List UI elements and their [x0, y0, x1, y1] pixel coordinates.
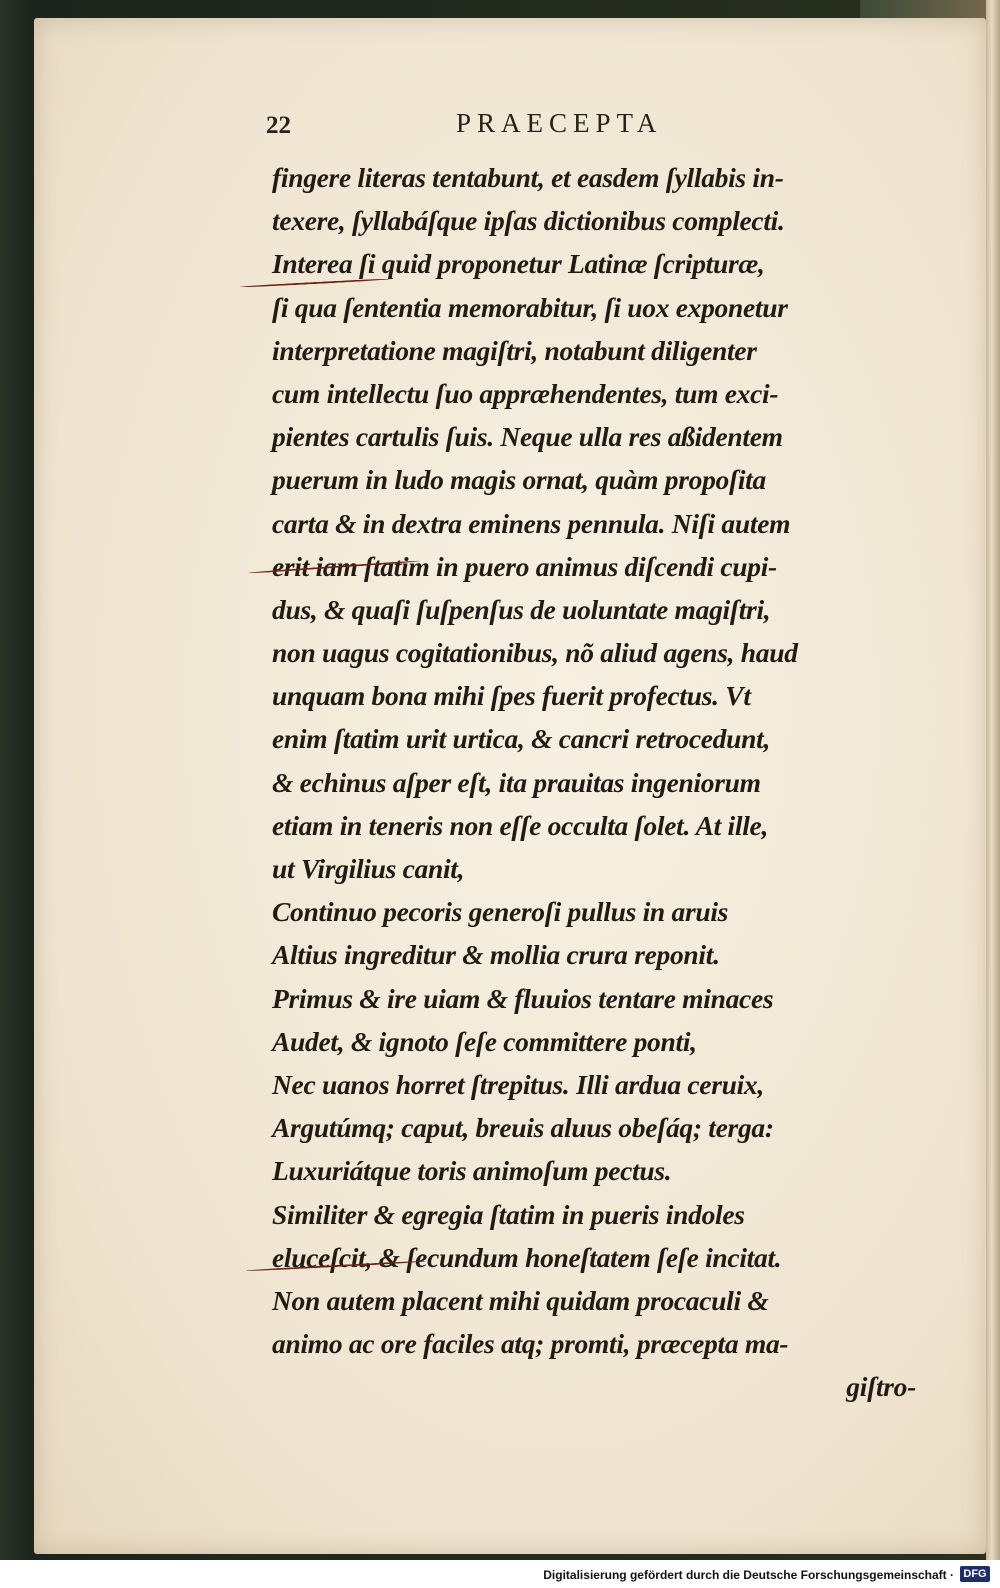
dfg-logo: DFG [960, 1566, 990, 1582]
text-line: puerum in ludo magis ornat, quàm propoſita [272, 464, 766, 496]
text-line: animo ac ore faciles atq; promti, præcepta ma- [272, 1328, 789, 1360]
text-line: Similiter & egregia ſtatim in pueris indoles [272, 1198, 745, 1230]
page-number: 22 [266, 112, 291, 139]
body-text [272, 156, 932, 1408]
binding-strip [860, 0, 1000, 20]
page-header [266, 108, 926, 142]
text-line: fingere literas tentabunt, et easdem ſyllabis in- [272, 162, 784, 193]
text-line: ſi qua ſententia memorabitur, ſi uox exponetur [272, 291, 788, 323]
footer-bar [0, 1560, 1000, 1588]
text-line: interpretatione magiſtri, notabunt diligenter [272, 334, 757, 366]
page-edge [986, 0, 1000, 1560]
text-line: dus, & quaſi ſuſpenſus de uoluntate magiſtri, [272, 593, 771, 625]
verse-line: Primus & ire uiam & fluuios tentare minaces [272, 982, 774, 1014]
verse-line: Luxuriátque toris animoſum pectus. [272, 1155, 672, 1187]
verse-line: Altius ingreditur & mollia crura reponit. [272, 939, 720, 971]
verse-line: Continuo pecoris generoſi pullus in aruis [272, 896, 729, 928]
verse-line: Argutúmq; caput, breuis aluus obeſáq; terga: [272, 1112, 774, 1144]
text-line: non uagus cogitationibus, nõ aliud agens, haud [272, 637, 798, 669]
text-line: & echinus aſper eſt, ita prauitas ingeniorum [272, 766, 761, 798]
text-line: Interea ſi quid proponetur Latinæ ſcripturæ, [272, 248, 765, 280]
text-line: carta & in dextra eminens pennula. Niſi autem [272, 507, 791, 539]
catchword: giſtro- [846, 1371, 916, 1403]
text-line: texere, ſyllabáſque ipſas dictionibus complecti. [272, 205, 785, 237]
text-line: unquam bona mihi ſpes fuerit profectus. Vt [272, 680, 751, 712]
text-line: Non autem placent mihi quidam procaculi & [272, 1284, 769, 1316]
text-line: enim ſtatim urit urtica, & cancri retrocedunt, [272, 723, 771, 755]
text-line: erit iam ſtatim in puero animus diſcendi cupi- [272, 550, 777, 582]
text-line: etiam in teneris non eſſe occulta ſolet. At ille, [272, 809, 769, 841]
text-line: cum intellectu ſuo appræhendentes, tum exci- [272, 377, 779, 409]
text-line: pientes cartulis ſuis. Neque ulla res aßidentem [272, 421, 783, 453]
funding-credit: Digitalisierung gefördert durch die Deutsche Forschungsgemeinschaft · [543, 1568, 954, 1582]
verse-line: Audet, & ignoto ſeſe committere ponti, [272, 1025, 697, 1057]
verse-line: Nec uanos horret ſtrepitus. Illi ardua ceruix, [272, 1068, 764, 1100]
running-head: PRAECEPTA [456, 108, 663, 138]
text-line: ut Virgilius canit, [272, 853, 465, 884]
text-line: eluceſcit, & ſecundum honeſtatem ſeſe incitat. [272, 1241, 782, 1273]
